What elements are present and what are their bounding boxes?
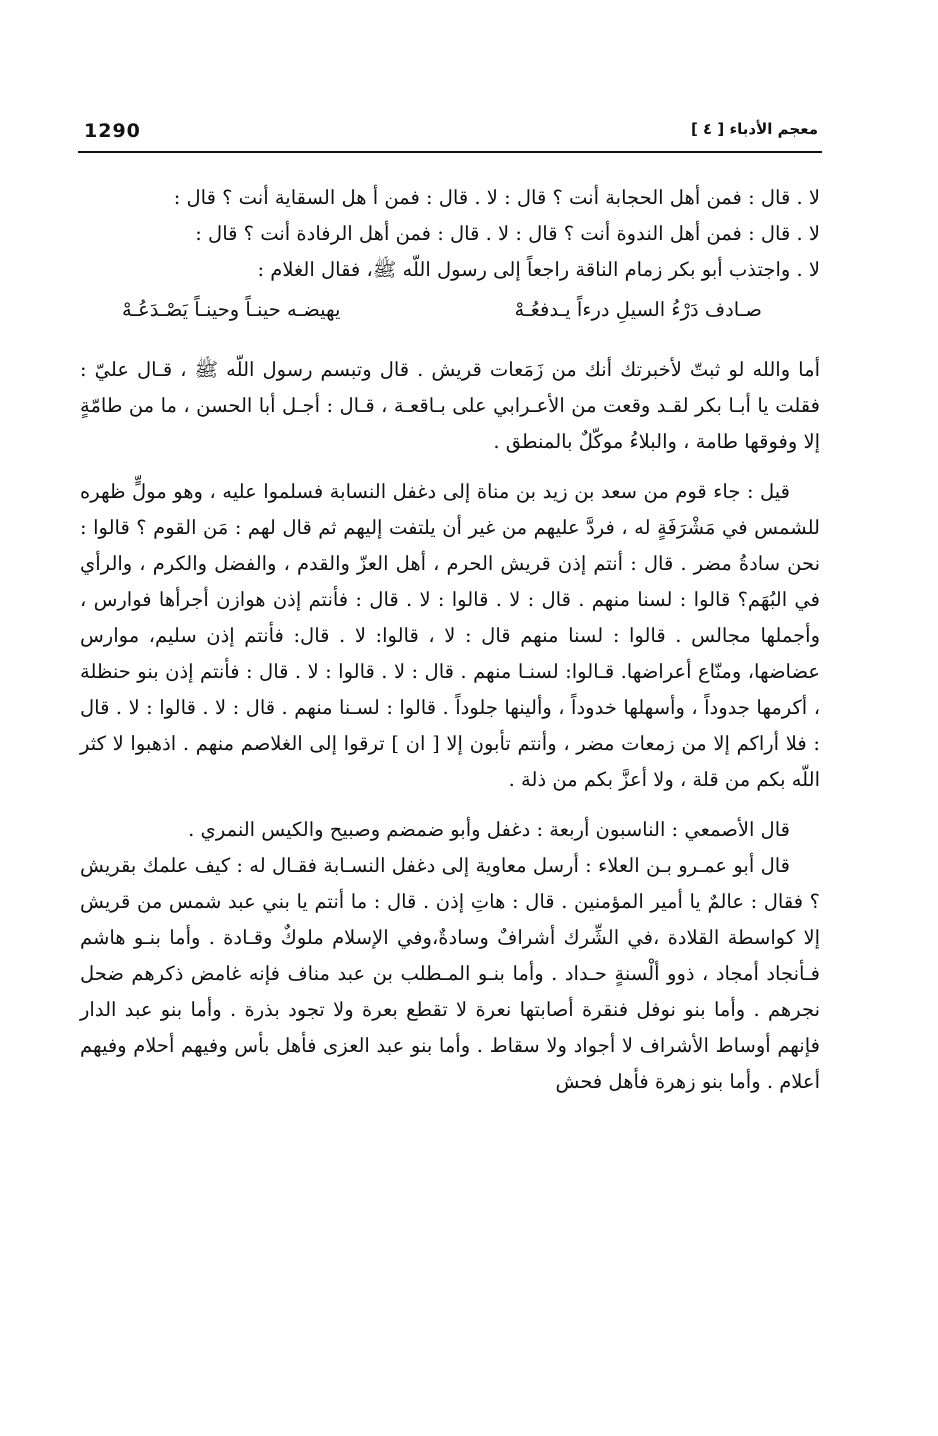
running-title: معجم الأدباء [ ٤ ] (690, 120, 818, 138)
paragraph-4: قال أبو عمـرو بـن العلاء : أرسل معاوية إلى دغفل النسـابة فقـال له : كيف علمك بقريش ؟ فقال : عالمٌ يا أمير المؤمنين . قال : هاتِ إذن . قال : ما أنتم يا بني عبد شمس من قريش إلا كواسطة القلادة ،في الشِّرك أشرافٌ وسادةٌ،وفي الإسلام ملوكٌ وقـادة . وأما بنـو هاشم فـأنجاد أمجاد ، ذوو ألْسنةٍ حـداد . وأما بنـو المـطلب بن عبد مناف فإنه غامض ذكرهم ضحل نجرهم . وأما بنو نوفل فنقرة أصابتها نعرة لا تقطع بعرة ولا تجود بذرة . وأما بنو عبد الدار فإنهم أوساط الأشراف لا أجواد ولا سقاط . وأما بنو عبد العزى فأهل بأس وفيهم أحلام وفيهم أعلام . وأما بنو زهرة فأهل فحش (80, 854, 820, 1093)
header-divider (78, 151, 822, 153)
paragraph-3: قال الأصمعي : الناسبون أربعة : دغفل وأبو ضمضم وصبيح والكيس النمري . (188, 818, 790, 841)
page-body (80, 180, 820, 1100)
paragraph-1: أما والله لو ثبتّ لأخبرتك أنك من زَمَعات قريش . قال وتبسم رسول اللّه ﷺ ، قـال عليّ : فقلت يا أبـا بكر لقـد وقعت من الأعـرابي على بـاقعـة ، قـال : أجـل أبا الحسن ، ما من طامّةٍ إلا وفوقها طامة ، والبلاءُ موكّلٌ بالمنطق . (80, 358, 820, 453)
dialogue-line-3: لا . واجتذب أبو بكر زمام الناقة راجعاً إلى رسول اللّه ﷺ، فقال الغلام : (257, 258, 820, 281)
poetry-verse (122, 290, 762, 330)
page-header (78, 118, 822, 148)
page-number: 1290 (84, 120, 141, 142)
verse-right-hemistich: صـادف دَرْءُ السيلِ درءاً يـدفعُـهْ (514, 298, 762, 321)
verse-left-hemistich: يهيضـه حينـاً وحينـاً يَصْـدَعُـهْ (122, 298, 341, 321)
dialogue-line-1: لا . قال : فمن أهل الحجابة أنت ؟ قال : لا . قال : فمن أ هل السقاية أنت ؟ قال : (173, 186, 820, 209)
dialogue-line-2: لا . قال : فمن أهل الندوة أنت ؟ قال : لا . قال : فمن أهل الرفادة أنت ؟ قال : (195, 222, 820, 245)
paragraph-2: قيل : جاء قوم من سعد بن زيد بن مناة إلى دغفل النسابة فسلموا عليه ، وهو مولٍّ ظهره للشمس في مَشْرَفَةٍ له ، فردَّ عليهم من غير أن يلتفت إليهم ثم قال لهم : مَن القوم ؟ قالوا : نحن سادةُ مضر . قال : أنتم إذن قريش الحرم ، أهل العزّ والقدم ، والفضل والكرم ، والرأي في البُهَم؟ قالوا : لسنا منهم . قال : لا . قالوا : لا . قال : فأنتم إذن هوازن أجرأها فوارس ، وأجملها مجالس . قالوا : لسنا منهم قال : لا ، قالوا: لا . قال: فأنتم إذن سليم، موارس عضاضها، ومنّاع أعراضها. قـالوا: لسنـا منهم . قال : لا . قالوا : لا . قال : فأنتم إذن بنو حنظلة ، أكرمها جدوداً ، وأسهلها خدوداً ، وألينها جلوداً . قالوا : لسـنا منهم . قال : لا . قالوا : لا . قال : فلا أراكم إلا من زمعات مضر ، وأنتم تأبون إلا [ ان ] ترقوا إلى الغلاصم منهم . اذهبوا لا كثر اللّه بكم من قلة ، ولا أعزَّ بكم من ذلة . (80, 480, 821, 791)
